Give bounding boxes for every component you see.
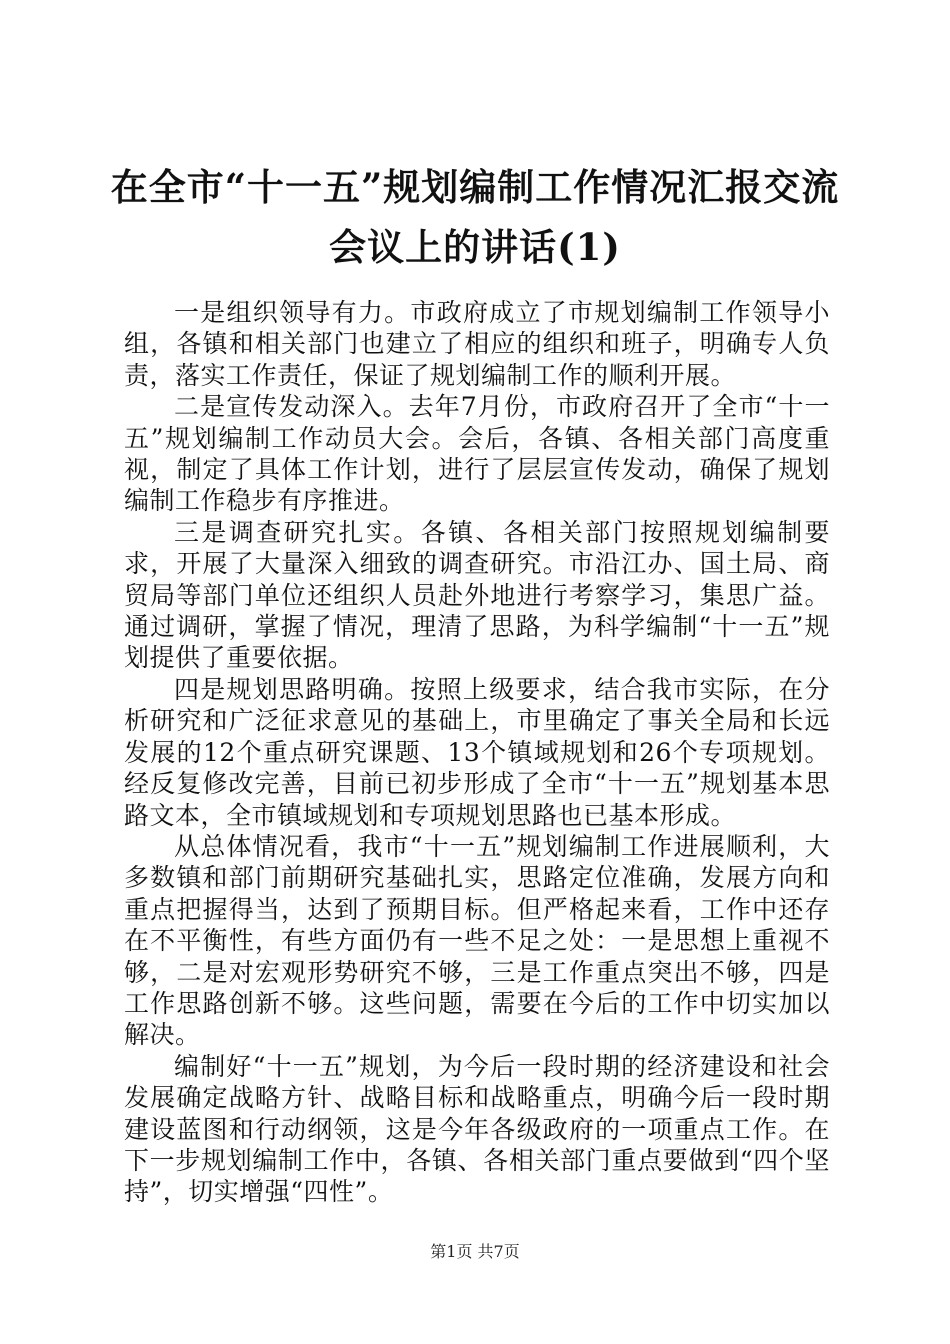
document-body [124,297,830,1208]
paragraph: 三是调查研究扎实。各镇、各相关部门按照规划编制要求，开展了大量深入细致的调查研究。市沿江办、国土局、商贸局等部门单位还组织人员赴外地进行考察学习，集思广益。通过调研，掌握了情况，理清了思路，为科学编制“十一五”规划提供了重要依据。 [124,517,830,673]
page-number-footer: 第1页 共7页 [430,1242,520,1261]
paragraph: 编制好“十一五”规划，为今后一段时期的经济建设和社会发展确定战略方针、战略目标和战略重点，明确今后一段时期建设蓝图和行动纲领，这是今年各级政府的一项重点工作。在下一步规划编制工作中，各镇、各相关部门重点要做到“四个坚持”，切实增强“四性”。 [124,1051,830,1207]
paragraph: 一是组织领导有力。市政府成立了市规划编制工作领导小组，各镇和相关部门也建立了相应的组织和班子，明确专人负责，落实工作责任，保证了规划编制工作的顺利开展。 [124,298,830,390]
paragraph: 二是宣传发动深入。去年7月份，市政府召开了全市“十一五”规划编制工作动员大会。会后，各镇、各相关部门高度重视，制定了具体工作计划，进行了层层宣传发动，确保了规划编制工作稳步有序推进。 [124,392,830,516]
document-title-line-1: 在全市“十一五”规划编制工作情况汇报交流 [110,165,840,209]
paragraph: 四是规划思路明确。按照上级要求，结合我市实际，在分析研究和广泛征求意见的基础上，市里确定了事关全局和长远发展的12个重点研究课题、13个镇域规划和26个专项规划。经反复修改完善，目前已初步形成了全市“十一五”规划基本思路文本，全市镇域规划和专项规划思路也已基本形成。 [124,674,830,830]
paragraph: 从总体情况看，我市“十一五”规划编制工作进展顺利，大多数镇和部门前期研究基础扎实，思路定位准确，发展方向和重点把握得当，达到了预期目标。但严格起来看，工作中还存在不平衡性，有些方面仍有一些不足之处：一是思想上重视不够，二是对宏观形势研究不够，三是工作重点突出不够，四是工作思路创新不够。这些问题，需要在今后的工作中切实加以解决。 [124,831,830,1050]
document-title-line-2: 会议上的讲话(1) [329,225,621,269]
